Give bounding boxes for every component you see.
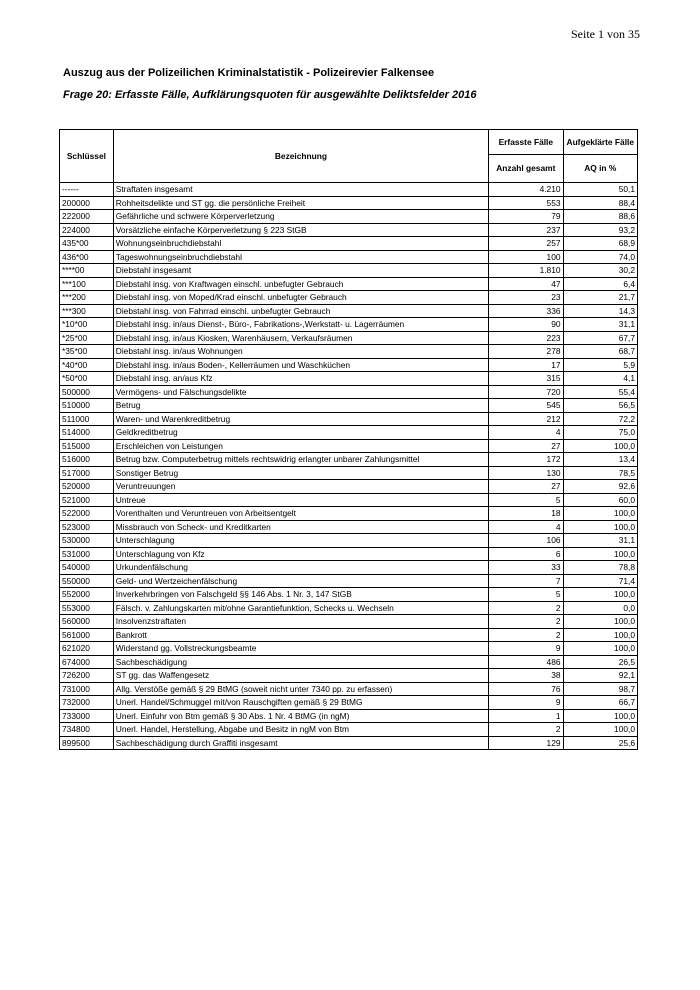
- table-row: [60, 642, 638, 656]
- cell-count: 4: [489, 426, 563, 440]
- table-row: [60, 520, 638, 534]
- cell-name: Inverkehrbringen von Falschgeld §§ 146 Abs. 1 Nr. 3, 147 StGB: [113, 588, 488, 602]
- cell-key: 514000: [60, 426, 114, 440]
- cell-key: 523000: [60, 520, 114, 534]
- cell-count: 553: [489, 196, 563, 210]
- statistics-table: [59, 129, 638, 750]
- cell-count: 23: [489, 291, 563, 305]
- table-row: [60, 183, 638, 197]
- cell-key: ------: [60, 183, 114, 197]
- cell-key: 517000: [60, 466, 114, 480]
- cell-key: 435*00: [60, 237, 114, 251]
- cell-count: 2: [489, 723, 563, 737]
- cell-aq: 56,5: [563, 399, 637, 413]
- cell-key: 500000: [60, 385, 114, 399]
- cell-name: Diebstahl insg. von Moped/Krad einschl. unbefugter Gebrauch: [113, 291, 488, 305]
- cell-aq: 78,8: [563, 561, 637, 575]
- cell-key: 553000: [60, 601, 114, 615]
- cell-name: Sachbeschädigung: [113, 655, 488, 669]
- cell-name: Geld- und Wertzeichenfälschung: [113, 574, 488, 588]
- cell-aq: 92,6: [563, 480, 637, 494]
- cell-aq: 100,0: [563, 642, 637, 656]
- cell-key: ****00: [60, 264, 114, 278]
- table-row: [60, 561, 638, 575]
- table-row: [60, 547, 638, 561]
- cell-name: Diebstahl insg. in/aus Boden-, Kellerräumen und Waschküchen: [113, 358, 488, 372]
- header-name: Bezeichnung: [113, 130, 488, 183]
- cell-key: 200000: [60, 196, 114, 210]
- cell-aq: 31,1: [563, 318, 637, 332]
- table-row: [60, 439, 638, 453]
- table-row: [60, 615, 638, 629]
- cell-count: 2: [489, 615, 563, 629]
- cell-key: *35*00: [60, 345, 114, 359]
- cell-aq: 66,7: [563, 696, 637, 710]
- cell-aq: 26,5: [563, 655, 637, 669]
- table-row: [60, 534, 638, 548]
- table-row: [60, 655, 638, 669]
- table-row: [60, 331, 638, 345]
- cell-count: 212: [489, 412, 563, 426]
- header-anzahl: Anzahl gesamt: [489, 155, 563, 183]
- cell-aq: 75,0: [563, 426, 637, 440]
- cell-count: 47: [489, 277, 563, 291]
- cell-count: 9: [489, 696, 563, 710]
- table-row: [60, 507, 638, 521]
- cell-key: 516000: [60, 453, 114, 467]
- cell-name: Vorenthalten und Veruntreuen von Arbeitsentgelt: [113, 507, 488, 521]
- table-body: [60, 183, 638, 750]
- cell-count: 33: [489, 561, 563, 575]
- cell-aq: 68,7: [563, 345, 637, 359]
- cell-key: *50*00: [60, 372, 114, 386]
- table-row: [60, 345, 638, 359]
- table-row: [60, 291, 638, 305]
- cell-aq: 88,6: [563, 210, 637, 224]
- cell-aq: 100,0: [563, 628, 637, 642]
- cell-name: Vorsätzliche einfache Körperverletzung § 223 StGB: [113, 223, 488, 237]
- table-row: [60, 426, 638, 440]
- cell-count: 27: [489, 439, 563, 453]
- table-row: [60, 399, 638, 413]
- cell-name: Unterschlagung: [113, 534, 488, 548]
- cell-aq: 4,1: [563, 372, 637, 386]
- cell-name: Diebstahl insgesamt: [113, 264, 488, 278]
- cell-count: 7: [489, 574, 563, 588]
- header-aufgeklaert: Aufgeklärte Fälle: [563, 130, 637, 155]
- cell-aq: 100,0: [563, 615, 637, 629]
- header-key: Schlüssel: [60, 130, 114, 183]
- cell-aq: 68,9: [563, 237, 637, 251]
- cell-name: Bankrott: [113, 628, 488, 642]
- cell-name: Widerstand gg. Vollstreckungsbeamte: [113, 642, 488, 656]
- cell-count: 223: [489, 331, 563, 345]
- cell-count: 4: [489, 520, 563, 534]
- table-row: [60, 601, 638, 615]
- header-erfasst: Erfasste Fälle: [489, 130, 563, 155]
- cell-aq: 13,4: [563, 453, 637, 467]
- cell-name: Sachbeschädigung durch Graffiti insgesamt: [113, 736, 488, 750]
- cell-aq: 21,7: [563, 291, 637, 305]
- table-row: [60, 358, 638, 372]
- cell-aq: 93,2: [563, 223, 637, 237]
- cell-aq: 72,2: [563, 412, 637, 426]
- cell-key: 224000: [60, 223, 114, 237]
- cell-key: 734800: [60, 723, 114, 737]
- cell-name: Waren- und Warenkreditbetrug: [113, 412, 488, 426]
- cell-aq: 31,1: [563, 534, 637, 548]
- cell-name: Allg. Verstöße gemäß § 29 BtMG (soweit nicht unter 7340 pp. zu erfassen): [113, 682, 488, 696]
- table-row: [60, 318, 638, 332]
- cell-aq: 60,0: [563, 493, 637, 507]
- cell-count: 1: [489, 709, 563, 723]
- cell-aq: 98,7: [563, 682, 637, 696]
- table-row: [60, 588, 638, 602]
- table-row: [60, 682, 638, 696]
- cell-count: 257: [489, 237, 563, 251]
- cell-name: Insolvenzstraftaten: [113, 615, 488, 629]
- cell-aq: 100,0: [563, 507, 637, 521]
- cell-key: 550000: [60, 574, 114, 588]
- table-row: [60, 574, 638, 588]
- cell-name: Rohheitsdelikte und ST gg. die persönliche Freiheit: [113, 196, 488, 210]
- cell-count: 720: [489, 385, 563, 399]
- cell-key: ***100: [60, 277, 114, 291]
- cell-name: Veruntreuungen: [113, 480, 488, 494]
- cell-aq: 78,5: [563, 466, 637, 480]
- cell-aq: 88,4: [563, 196, 637, 210]
- cell-key: 531000: [60, 547, 114, 561]
- cell-count: 486: [489, 655, 563, 669]
- cell-name: Sonstiger Betrug: [113, 466, 488, 480]
- table-row: [60, 723, 638, 737]
- table-row: [60, 237, 638, 251]
- cell-aq: 92,1: [563, 669, 637, 683]
- cell-name: Betrug: [113, 399, 488, 413]
- cell-count: 17: [489, 358, 563, 372]
- cell-name: Diebstahl insg. in/aus Wohnungen: [113, 345, 488, 359]
- cell-aq: 100,0: [563, 547, 637, 561]
- cell-count: 336: [489, 304, 563, 318]
- cell-aq: 100,0: [563, 709, 637, 723]
- table-row: [60, 453, 638, 467]
- cell-count: 18: [489, 507, 563, 521]
- cell-name: Unterschlagung von Kfz: [113, 547, 488, 561]
- cell-count: 79: [489, 210, 563, 224]
- cell-aq: 0,0: [563, 601, 637, 615]
- cell-key: 520000: [60, 480, 114, 494]
- table-row: [60, 372, 638, 386]
- cell-count: 6: [489, 547, 563, 561]
- cell-key: 552000: [60, 588, 114, 602]
- cell-count: 5: [489, 493, 563, 507]
- cell-count: 2: [489, 628, 563, 642]
- cell-key: 726200: [60, 669, 114, 683]
- cell-aq: 100,0: [563, 520, 637, 534]
- cell-name: Diebstahl insg. von Kraftwagen einschl. unbefugter Gebrauch: [113, 277, 488, 291]
- table-row: [60, 210, 638, 224]
- cell-key: 510000: [60, 399, 114, 413]
- cell-count: 172: [489, 453, 563, 467]
- cell-count: 278: [489, 345, 563, 359]
- table-row: [60, 277, 638, 291]
- cell-key: *10*00: [60, 318, 114, 332]
- table-row: [60, 412, 638, 426]
- cell-name: Untreue: [113, 493, 488, 507]
- cell-aq: 25,6: [563, 736, 637, 750]
- cell-name: Betrug bzw. Computerbetrug mittels rechtswidrig erlangter unbarer Zahlungsmittel: [113, 453, 488, 467]
- cell-count: 9: [489, 642, 563, 656]
- cell-key: *25*00: [60, 331, 114, 345]
- cell-aq: 100,0: [563, 723, 637, 737]
- cell-count: 130: [489, 466, 563, 480]
- header-aq: AQ in %: [563, 155, 637, 183]
- cell-count: 106: [489, 534, 563, 548]
- table-row: [60, 493, 638, 507]
- cell-name: Fälsch. v. Zahlungskarten mit/ohne Garantiefunktion, Schecks u. Wechseln: [113, 601, 488, 615]
- cell-name: Tageswohnungseinbruchdiebstahl: [113, 250, 488, 264]
- cell-name: Vermögens- und Fälschungsdelikte: [113, 385, 488, 399]
- cell-count: 90: [489, 318, 563, 332]
- table-row: [60, 669, 638, 683]
- cell-count: 5: [489, 588, 563, 602]
- cell-count: 545: [489, 399, 563, 413]
- cell-name: Wohnungseinbruchdiebstahl: [113, 237, 488, 251]
- cell-name: Straftaten insgesamt: [113, 183, 488, 197]
- cell-key: 621020: [60, 642, 114, 656]
- cell-aq: 67,7: [563, 331, 637, 345]
- cell-key: 731000: [60, 682, 114, 696]
- cell-aq: 71,4: [563, 574, 637, 588]
- cell-key: 732000: [60, 696, 114, 710]
- cell-key: *40*00: [60, 358, 114, 372]
- table-row: [60, 709, 638, 723]
- cell-aq: 100,0: [563, 439, 637, 453]
- cell-name: Diebstahl insg. in/aus Kiosken, Warenhäusern, Verkaufsräumen: [113, 331, 488, 345]
- cell-key: 511000: [60, 412, 114, 426]
- cell-name: ST gg. das Waffengesetz: [113, 669, 488, 683]
- cell-key: 733000: [60, 709, 114, 723]
- cell-key: 561000: [60, 628, 114, 642]
- cell-name: Unerl. Einfuhr von Btm gemäß § 30 Abs. 1 Nr. 4 BtMG (in ngM): [113, 709, 488, 723]
- cell-name: Urkundenfälschung: [113, 561, 488, 575]
- table-row: [60, 736, 638, 750]
- table-row: [60, 264, 638, 278]
- cell-count: 237: [489, 223, 563, 237]
- table-row: [60, 480, 638, 494]
- table-row: [60, 250, 638, 264]
- cell-count: 1.810: [489, 264, 563, 278]
- cell-key: 521000: [60, 493, 114, 507]
- cell-key: 899500: [60, 736, 114, 750]
- cell-count: 129: [489, 736, 563, 750]
- table-row: [60, 466, 638, 480]
- cell-name: Unerl. Handel/Schmuggel mit/von Rauschgiften gemäß § 29 BtMG: [113, 696, 488, 710]
- cell-aq: 100,0: [563, 588, 637, 602]
- cell-key: ***200: [60, 291, 114, 305]
- cell-count: 315: [489, 372, 563, 386]
- cell-name: Unerl. Handel, Herstellung, Abgabe und Besitz in ngM von Btm: [113, 723, 488, 737]
- cell-key: 540000: [60, 561, 114, 575]
- cell-count: 100: [489, 250, 563, 264]
- cell-name: Gefährliche und schwere Körperverletzung: [113, 210, 488, 224]
- cell-aq: 5,9: [563, 358, 637, 372]
- cell-count: 4.210: [489, 183, 563, 197]
- cell-key: 522000: [60, 507, 114, 521]
- cell-key: 530000: [60, 534, 114, 548]
- cell-name: Erschleichen von Leistungen: [113, 439, 488, 453]
- cell-count: 76: [489, 682, 563, 696]
- table-row: [60, 223, 638, 237]
- cell-aq: 50,1: [563, 183, 637, 197]
- cell-key: 515000: [60, 439, 114, 453]
- cell-key: 222000: [60, 210, 114, 224]
- cell-name: Diebstahl insg. in/aus Dienst-, Büro-, Fabrikations-,Werkstatt- u. Lagerräumen: [113, 318, 488, 332]
- cell-aq: 14,3: [563, 304, 637, 318]
- cell-name: Geldkreditbetrug: [113, 426, 488, 440]
- table-row: [60, 696, 638, 710]
- cell-key: 436*00: [60, 250, 114, 264]
- cell-key: 674000: [60, 655, 114, 669]
- cell-aq: 55,4: [563, 385, 637, 399]
- cell-aq: 74,0: [563, 250, 637, 264]
- cell-name: Diebstahl insg. von Fahrrad einschl. unbefugter Gebrauch: [113, 304, 488, 318]
- cell-name: Missbrauch von Scheck- und Kreditkarten: [113, 520, 488, 534]
- document-title: Auszug aus der Polizeilichen Kriminalstatistik - Polizeirevier Falkensee: [63, 67, 435, 79]
- cell-aq: 30,2: [563, 264, 637, 278]
- table-row: [60, 304, 638, 318]
- cell-key: ***300: [60, 304, 114, 318]
- cell-aq: 6,4: [563, 277, 637, 291]
- cell-count: 2: [489, 601, 563, 615]
- table-row: [60, 628, 638, 642]
- document-subtitle: Frage 20: Erfasste Fälle, Aufklärungsquoten für ausgewählte Deliktsfelder 2016: [63, 89, 477, 101]
- cell-key: 560000: [60, 615, 114, 629]
- cell-count: 38: [489, 669, 563, 683]
- page-number: Seite 1 von 35: [571, 27, 640, 41]
- cell-count: 27: [489, 480, 563, 494]
- table-row: [60, 385, 638, 399]
- cell-name: Diebstahl insg. an/aus Kfz: [113, 372, 488, 386]
- table-row: [60, 196, 638, 210]
